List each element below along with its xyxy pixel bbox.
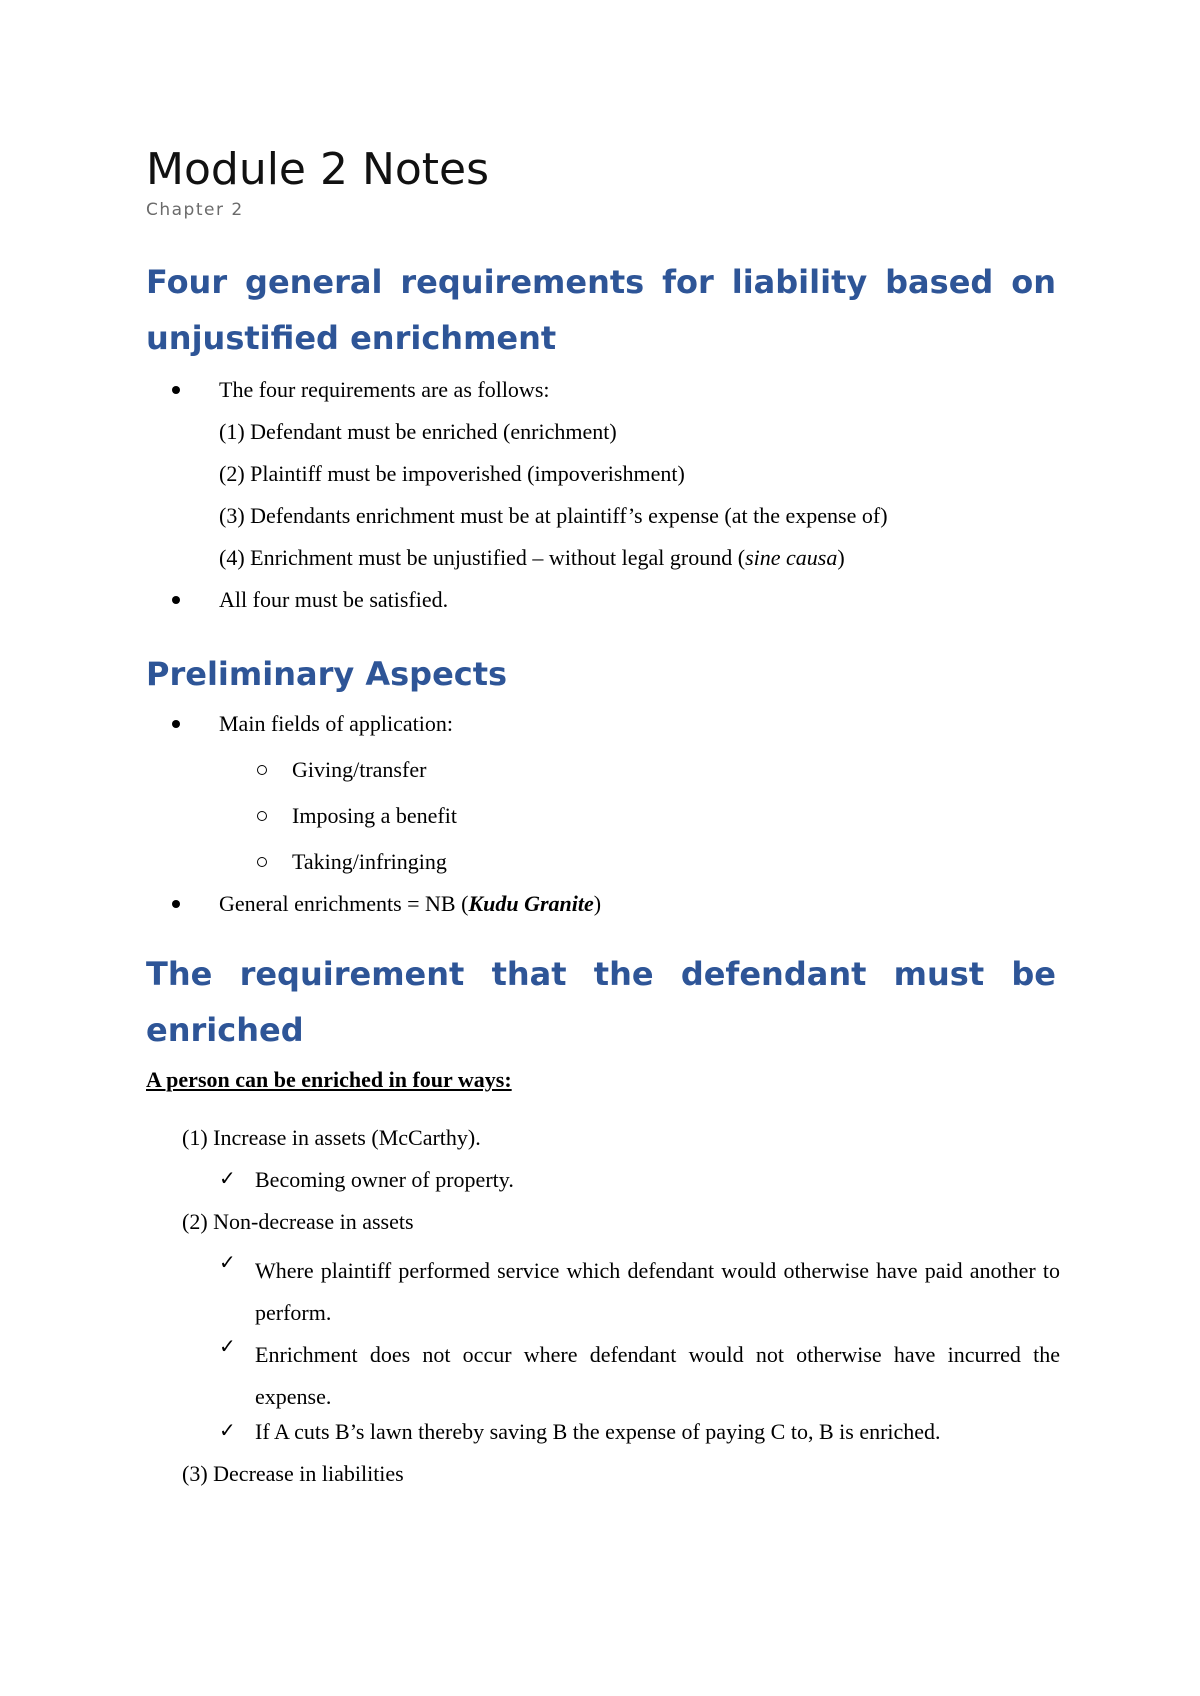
list-item: All four must be satisfied. [219,587,449,612]
subheading-four-ways: A person can be enriched in four ways: [146,1067,512,1092]
section-heading-enriched: The requirement that the defendant must be enriched [146,955,1056,1049]
checkmark-icon: ✓ [219,1250,236,1274]
sub-list-item: Imposing a benefit [292,803,457,828]
document-subtitle: Chapter 2 [146,200,244,220]
sub-list-item: Taking/infringing [292,849,447,874]
bullet-dot-icon [172,720,180,728]
checkmark-icon: ✓ [219,1418,236,1442]
hollow-circle-icon [257,765,267,775]
document-title: Module 2 Notes [146,144,490,195]
requirement-item-3: (3) Defendants enrichment must be at plaintiff’s expense (at the expense of) [219,503,888,528]
case-name: Kudu Granite [468,891,594,916]
check-item: Enrichment does not occur where defendant would not otherwise have incurred the expense. [255,1342,1060,1409]
checkmark-icon: ✓ [219,1334,236,1358]
bullet-dot-icon [172,596,180,604]
requirement-item-4: (4) Enrichment must be unjustified – without legal ground (sine causa) [219,545,845,570]
check-item: Becoming owner of property. [255,1167,514,1192]
requirement-item-1: (1) Defendant must be enriched (enrichment) [219,419,617,444]
hollow-circle-icon [257,811,267,821]
list-item: The four requirements are as follows: [219,377,550,402]
list-item: General enrichments = NB (Kudu Granite) [219,891,602,916]
check-item: If A cuts B’s lawn thereby saving B the expense of paying C to, B is enriched. [255,1419,941,1444]
hollow-circle-icon [257,857,267,867]
section-heading-preliminary: Preliminary Aspects [146,655,508,693]
check-item: Where plaintiff performed service which defendant would otherwise have paid another to perform. [255,1258,1060,1325]
sub-list-item: Giving/transfer [292,757,427,782]
bullet-dot-icon [172,900,180,908]
latin-term: sine causa [745,545,838,570]
enrichment-way-1: (1) Increase in assets (McCarthy). [182,1125,481,1150]
list-item: Main fields of application: [219,711,453,736]
bullet-dot-icon [172,386,180,394]
section-heading-requirements: Four general requirements for liability based on unjustified enrichment [146,263,1056,357]
enrichment-way-3: (3) Decrease in liabilities [182,1461,404,1486]
checkmark-icon: ✓ [219,1166,236,1190]
enrichment-way-2: (2) Non-decrease in assets [182,1209,414,1234]
requirement-item-2: (2) Plaintiff must be impoverished (impoverishment) [219,461,685,486]
